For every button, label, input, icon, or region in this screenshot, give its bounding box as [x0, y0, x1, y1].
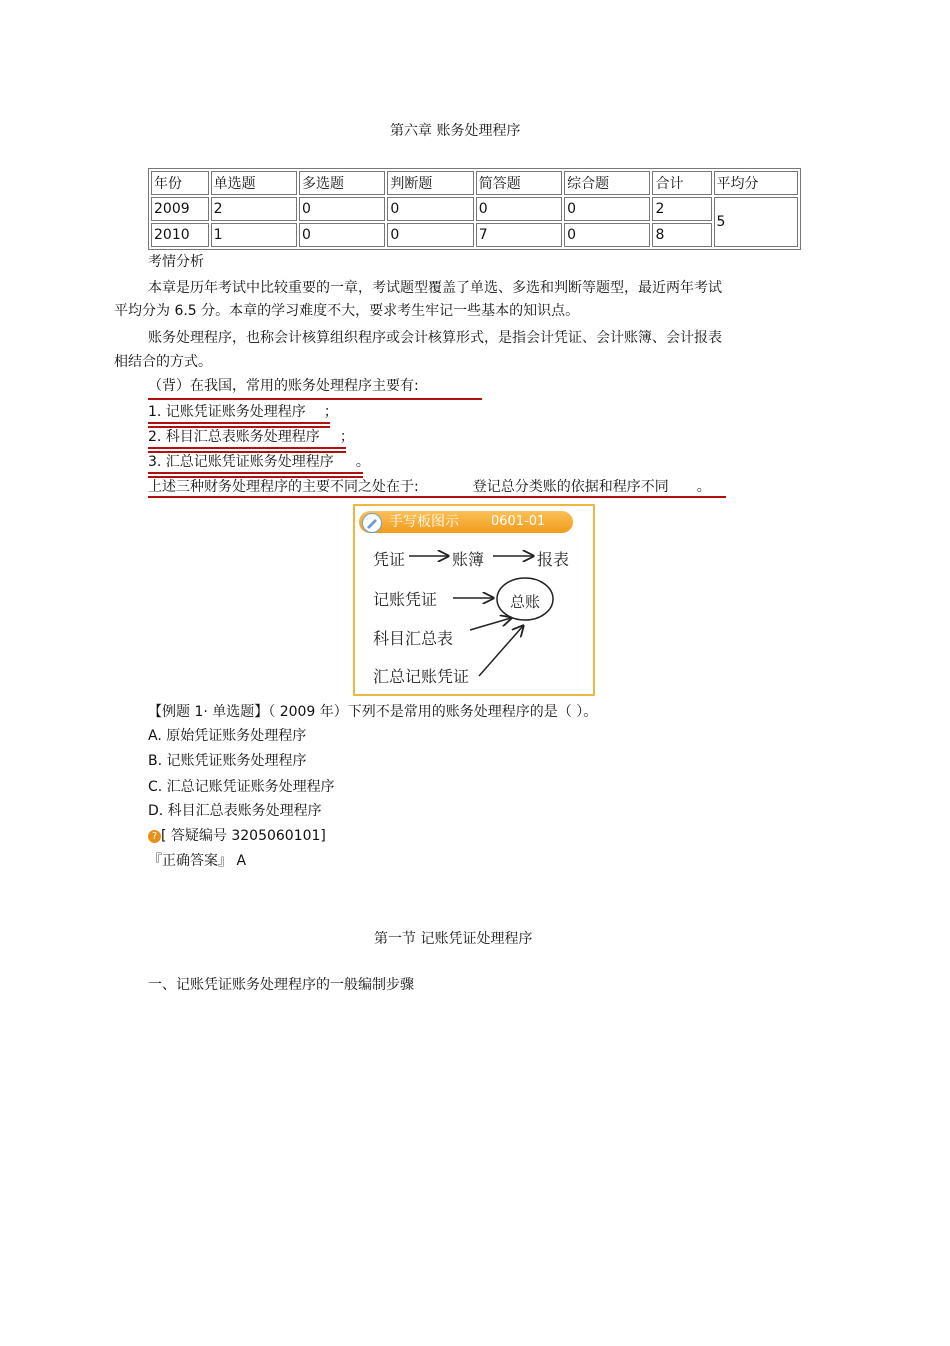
example-question: 【例题 1· 单选题】（ 2009 年）下列不是常用的账务处理程序的是（ ）。 [148, 704, 598, 720]
section-title: 第一节 记账凭证处理程序 [374, 931, 533, 947]
diagram-node-summary-table: 科目汇总表 [373, 629, 454, 648]
option-c: C. 汇总记账凭证账务处理程序 [148, 779, 335, 795]
analysis-paragraph-2-cont: 相结合的方式。 [114, 354, 212, 370]
difference-label: 上述三种财务处理程序的主要不同之处在于: [148, 479, 419, 495]
procedure-item-label: 2. 科目汇总表账务处理程序 [148, 429, 320, 445]
diagram-node-bookkeeping-voucher: 记账凭证 [373, 590, 438, 609]
table-cell: 2009 [151, 197, 209, 221]
table-header-cell: 判断题 [387, 171, 473, 195]
analysis-heading: 考情分析 [148, 254, 204, 270]
procedure-item-label: 3. 汇总记账凭证账务处理程序 [148, 454, 334, 470]
red-underline [148, 472, 363, 474]
table-cell: 2 [211, 197, 297, 221]
option-a: A. 原始凭证账务处理程序 [148, 728, 307, 744]
diagram-node-summary-voucher: 汇总记账凭证 [373, 667, 470, 686]
option-b: B. 记账凭证账务处理程序 [148, 753, 307, 769]
analysis-paragraph-1-cont: 平均分为 6.5 分。本章的学习难度不大，要求考生牢记一些基本的知识点。 [114, 303, 580, 319]
table-row [151, 197, 798, 221]
handwriting-diagram [353, 504, 595, 696]
table-header-cell: 合计 [652, 171, 711, 195]
table-row [151, 223, 798, 247]
table-header-cell: 简答题 [476, 171, 562, 195]
chapter-title: 第六章 账务处理程序 [390, 123, 521, 139]
table-cell: 0 [564, 197, 650, 221]
average-score-cell: 5 [714, 197, 798, 247]
option-d: D. 科目汇总表账务处理程序 [148, 803, 322, 819]
question-mark-icon[interactable]: ? [148, 830, 161, 843]
table-cell: 2010 [151, 223, 209, 247]
diagram-node-books: 账簿 [452, 550, 485, 569]
exam-stats-table [148, 168, 801, 250]
procedures-intro: （背）在我国，常用的账务处理程序主要有: [148, 378, 419, 394]
diagram-node-general-ledger: 总账 [510, 593, 541, 611]
table-cell: 0 [387, 223, 473, 247]
table-cell: 7 [476, 223, 562, 247]
red-underline [148, 422, 330, 424]
table-cell: 0 [387, 197, 473, 221]
table-cell: 1 [211, 223, 297, 247]
table-header-cell: 年份 [151, 171, 209, 195]
diagram-badge-label: 手写板图示 [389, 514, 459, 530]
subsection-title: 一、记账凭证账务处理程序的一般编制步骤 [148, 977, 414, 993]
red-underline [148, 496, 726, 498]
analysis-paragraph-2: 账务处理程序，也称会计核算组织程序或会计核算形式，是指会计凭证、会计账簿、会计报表 [148, 330, 722, 346]
table-cell: 8 [652, 223, 711, 247]
table-cell: 0 [476, 197, 562, 221]
table-header-cell: 综合题 [564, 171, 650, 195]
procedure-item-end: ； [339, 429, 354, 445]
table-cell: 2 [652, 197, 711, 221]
difference-answer: 登记总分类账的依据和程序不同 [472, 479, 669, 495]
diagram-code: 0601-01 [491, 514, 546, 529]
table-header-cell: 平均分 [714, 171, 798, 195]
table-header-cell: 单选题 [211, 171, 297, 195]
question-reference[interactable] [148, 824, 326, 849]
diagram-node-reports: 报表 [537, 550, 570, 569]
procedure-item-end: ； [323, 404, 338, 420]
analysis-paragraph-1: 本章是历年考试中比较重要的一章，考试题型覆盖了单选、多选和判断等题型，最近两年考试 [148, 280, 722, 296]
difference-end: 。 [696, 479, 711, 495]
table-header-cell: 多选题 [299, 171, 385, 195]
procedure-item-label: 1. 记账凭证账务处理程序 [148, 404, 306, 420]
table-header-row [151, 171, 798, 195]
correct-answer: 『正确答案』 A [148, 853, 247, 869]
table-cell: 0 [299, 197, 385, 221]
diagram-node-voucher: 凭证 [373, 550, 406, 569]
diagram-arrows [355, 506, 593, 694]
red-underline [148, 447, 346, 449]
procedure-item-end: 。 [355, 454, 370, 470]
table-cell: 0 [299, 223, 385, 247]
question-reference-text: [ 答疑编号 3205060101] [161, 828, 326, 844]
table-cell: 0 [564, 223, 650, 247]
